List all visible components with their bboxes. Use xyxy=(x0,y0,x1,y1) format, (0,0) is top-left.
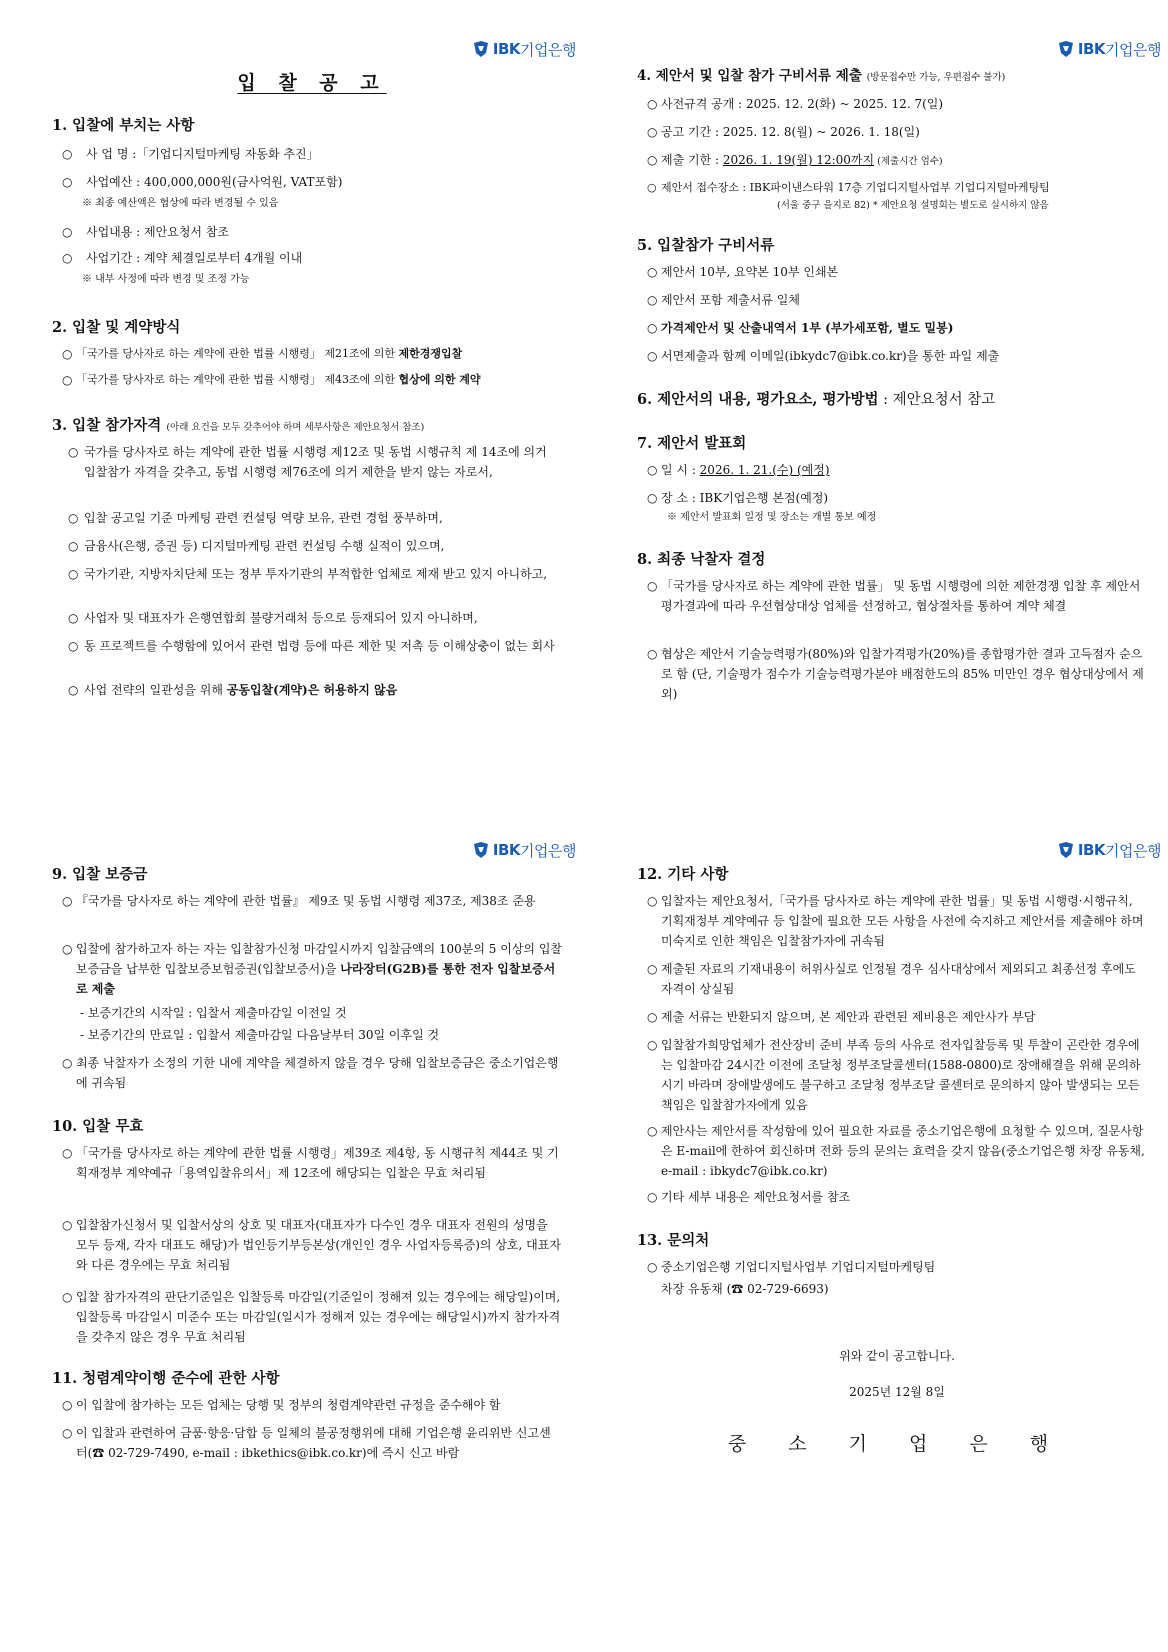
logo-name: 기업은행 xyxy=(520,841,576,860)
s2-item-1: ○ 「국가를 당사자로 하는 계약에 관한 법률 시행령」 제21조에 의한 제한경쟁입찰 xyxy=(62,347,463,361)
document-title: 입 찰 공 고 xyxy=(237,72,387,94)
logo-name: 기업은행 xyxy=(1105,841,1161,860)
s4-item-2: ○ 공고 기간 : 2025. 12. 8(월) ~ 2026. 1. 18(일) xyxy=(647,125,920,139)
logo-name: 기업은행 xyxy=(520,40,576,59)
s12-item-3: ○ 제출 서류는 반환되지 않으며, 본 제안과 관련된 제비용은 제안사가 부담 xyxy=(647,1010,1036,1024)
s1-note-2: ※ 내부 사정에 따라 변경 및 조정 가능 xyxy=(82,274,250,285)
s3-item-1: ○ 국가를 당사자로 하는 계약에 관한 법률 시행령 제12조 및 동법 시행규칙 제 14조에 의거 입찰참가 자격을 갖추고, 동법 시행령 제76조에 의거 제한을 받지 않는 자로서, xyxy=(68,445,547,479)
ibk-logo-icon xyxy=(1057,41,1075,57)
closing-date: 2025년 12월 8일 xyxy=(849,1385,945,1399)
s10-item-1: ○ 「국가를 당사자로 하는 계약에 관한 법률 시행령」제39조 제4항, 동 시행규칙 제44조 및 기획재정부 계약예규「용역입찰유의서」제 12조에 해당되는 입찰은 무효 처리됨 xyxy=(62,1146,559,1180)
ibk-logo-icon xyxy=(472,842,490,858)
s7-item-1: ○ 일 시 : 2026. 1. 21.(수) (예정) xyxy=(647,463,830,477)
logo-name: 기업은행 xyxy=(1105,40,1161,59)
s2-item-2: ○ 「국가를 당사자로 하는 계약에 관한 법률 시행령」 제43조에 의한 협상에 의한 계약 xyxy=(62,373,481,387)
s3-item-7: ○ 사업 전략의 일관성을 위해 공동입찰(계약)은 허용하지 않음 xyxy=(68,683,398,697)
s13-item-1: ○ 중소기업은행 기업디지털사업부 기업디지털마케팅팀 xyxy=(647,1260,936,1274)
s12-item-1: ○ 입찰자는 제안요청서,「국가를 당사자로 하는 계약에 관한 법률」및 동법 시행령·시행규칙, 기획재정부 계약예규 등 입찰에 필요한 모든 사항을 사전에 숙지하고 제안서를 제출해야 하며 미숙지로 인한 책임은 입찰참가자에 귀속됨 xyxy=(647,894,1144,948)
s9-sub-1: - 보증기간의 시작일 : 입찰서 제출마감일 이전일 것 xyxy=(80,1006,347,1020)
ibk-logo xyxy=(1057,839,1161,861)
section-6-heading: 6. 제안서의 내용, 평가요소, 평가방법 : 제안요청서 참고 xyxy=(637,391,996,408)
ibk-logo xyxy=(472,38,576,60)
s3-item-2: ○ 입찰 공고일 기준 마케팅 관련 컨설팅 역량 보유, 관련 경험 풍부하며, xyxy=(68,511,443,525)
section-2-heading: 2. 입찰 및 계약방식 xyxy=(52,319,181,336)
section-8-heading: 8. 최종 낙찰자 결정 xyxy=(637,551,766,568)
ibk-logo-icon xyxy=(472,41,490,57)
s7-note: ※ 제안서 발표회 일정 및 장소는 개별 통보 예정 xyxy=(667,512,877,523)
logo-brand: IBK xyxy=(492,841,521,859)
section-10-heading: 10. 입찰 무효 xyxy=(52,1118,144,1135)
section-7-heading: 7. 제안서 발표회 xyxy=(637,435,747,452)
s8-item-2: ○ 협상은 제안서 기술능력평가(80%)와 입찰가격평가(20%)를 종합평가한 결과 고득점자 순으로 함 (단, 기술평가 점수가 기술능력평가분야 배점한도의 85% 미만인 경우 협상대상에서 제외) xyxy=(647,647,1144,701)
s1-item-1: ○ 사 업 명 :「기업디지털마케팅 자동화 추진」 xyxy=(62,147,319,161)
section-13-heading: 13. 문의처 xyxy=(637,1232,710,1249)
s3-item-5: ○ 사업자 및 대표자가 은행연합회 불량거래처 등으로 등재되어 있지 아니하며, xyxy=(68,611,478,625)
section-3-heading: 3. 입찰 참가자격 (아래 요건을 모두 갖추어야 하며 세부사항은 제안요청서 참조) xyxy=(52,417,425,434)
section-4-heading: 4. 제안서 및 입찰 참가 구비서류 제출 (방문접수만 가능, 우편접수 불가) xyxy=(637,68,1006,84)
s3-item-3: ○ 금융사(은행, 증권 등) 디지털마케팅 관련 컨설팅 수행 실적이 있으며, xyxy=(68,539,445,553)
s3-item-6: ○ 동 프로젝트를 수행함에 있어서 관련 법령 등에 따른 제한 및 저촉 등 이해상충이 없는 회사 xyxy=(68,639,555,653)
section-11-heading: 11. 청렴계약이행 준수에 관한 사항 xyxy=(52,1370,280,1387)
s9-sub-2: - 보증기간의 만료일 : 입찰서 제출마감일 다음날부터 30일 이후일 것 xyxy=(80,1028,440,1042)
logo-brand: IBK xyxy=(492,40,521,58)
s1-item-3: ○ 사업내용 : 제안요청서 참조 xyxy=(62,225,229,239)
section-9-heading: 9. 입찰 보증금 xyxy=(52,866,148,883)
s9-item-3: ○ 최종 낙찰자가 소정의 기한 내에 계약을 체결하지 않을 경우 당해 입찰보증금은 중소기업은행에 귀속됨 xyxy=(62,1056,559,1090)
s13-contact: 차장 유동채 (☎ 02-729-6693) xyxy=(661,1282,829,1296)
s9-item-2: ○ 입찰에 참가하고자 하는 자는 입찰참가신청 마감일시까지 입찰금액의 100분의 5 이상의 입찰보증금을 납부한 입찰보증보험증권(입찰보증서)을 나라장터(G2B)를 통한 전자 입찰보증서로 제출 xyxy=(62,942,562,996)
section-12-heading: 12. 기타 사항 xyxy=(637,866,729,883)
s11-item-2: ○ 이 입찰과 관련하여 금품·향응·담합 등 일체의 불공정행위에 대해 기업은행 윤리위반 신고센터(☎ 02-729-7490, e-mail : ibkethics@ibk.co.kr)에 즉시 신고 바람 xyxy=(62,1426,551,1460)
ibk-logo-icon xyxy=(1057,842,1075,858)
s12-item-6: ○ 기타 세부 내용은 제안요청서를 참조 xyxy=(647,1190,851,1204)
s7-item-2: ○ 장 소 : IBK기업은행 본점(예정) xyxy=(647,491,829,505)
s3-item-4: ○ 국가기관, 지방자치단체 또는 정부 투자기관의 부적합한 업체로 제재 받고 있지 아니하고, xyxy=(68,567,548,581)
s4-item-3: ○ 제출 기한 : 2026. 1. 19(월) 12:00까지 (제출시간 엄수) xyxy=(647,153,943,167)
s4-item-4-sub: (서울 중구 을지로 82) * 제안요청 설명회는 별도로 실시하지 않음 xyxy=(777,200,1049,211)
closing-statement: 위와 같이 공고합니다. xyxy=(839,1349,955,1363)
s4-item-1: ○ 사전규격 공개 : 2025. 12. 2(화) ~ 2025. 12. 7(일) xyxy=(647,97,944,111)
s12-item-2: ○ 제출된 자료의 기재내용이 허위사실로 인정될 경우 심사대상에서 제외되고 최종선정 후에도 자격이 상실됨 xyxy=(647,962,1136,996)
s5-item-3: ○ 가격제안서 및 산출내역서 1부 (부가세포함, 별도 밀봉) xyxy=(647,321,954,335)
ibk-logo xyxy=(1057,38,1161,60)
s1-item-2: ○ 사업예산 : 400,000,000원(금사억원, VAT포함) xyxy=(62,175,343,189)
logo-brand: IBK xyxy=(1077,841,1106,859)
s1-note-1: ※ 최종 예산액은 협상에 따라 변경될 수 있음 xyxy=(82,198,279,209)
s4-item-4: ○ 제안서 접수장소 : IBK파이낸스타워 17층 기업디지털사업부 기업디지털마케팅팀 xyxy=(647,181,1050,194)
s8-item-1: ○ 「국가를 당사자로 하는 계약에 관한 법률」 및 동법 시행령에 의한 제한경쟁 입찰 후 제안서 평가결과에 따라 우선협상대상 업체를 선정하고, 협상절차를 통하여 계약 체결 xyxy=(647,579,1141,613)
s1-item-4: ○ 사업기간 : 계약 체결일로부터 4개월 이내 xyxy=(62,251,303,265)
s12-item-5: ○ 제안사는 제안서를 작성함에 있어 필요한 자료를 중소기업은행에 요청할 수 있으며, 질문사항은 E-mail에 한하여 회신하며 전화 등의 문의는 효력을 갖지 않음(중소기업은행 차장 유동채, e-mail : ibkydc7@ibk.co.kr) xyxy=(647,1124,1145,1178)
s10-item-3: ○ 입찰 참가자격의 판단기준일은 입찰등록 마감일(기준일이 정해져 있는 경우에는 해당일)이며, 입찰등록 마감일시 미준수 또는 마감일(일시가 정해져 있는 경우에는 해당일시)까지 참가자격을 갖추지 않은 경우 무효 처리됨 xyxy=(62,1290,561,1344)
s12-item-4: ○ 입찰참가희망업체가 전산장비 준비 부족 등의 사유로 전자입찰등록 및 투찰이 곤란한 경우에는 입찰마감 24시간 이전에 조달청 정부조달콜센터(1588-0800)로 장애해결을 위해 문의하시기 바라며 장애발생에도 불구하고 조달청 정부조달 콜센터로 문의하지 않아 발생되는 모든 책임은 입찰참가자에게 있음 xyxy=(647,1038,1141,1112)
s10-item-2: ○ 입찰참가신청서 및 입찰서상의 상호 및 대표자(대표자가 다수인 경우 대표자 전원의 성명을 모두 등재, 각자 대표도 해당)가 법인등기부등본상(개인인 경우 사업자등록증)의 상호, 대표자와 다른 경우에는 무효 처리됨 xyxy=(62,1218,561,1272)
page-1 xyxy=(52,30,576,697)
issuer-name: 중 소 기 업 은 행 xyxy=(727,1433,1067,1455)
section-5-heading: 5. 입찰참가 구비서류 xyxy=(637,237,775,254)
s5-item-4: ○ 서면제출과 함께 이메일(ibkydc7@ibk.co.kr)을 통한 파일 제출 xyxy=(647,349,1000,363)
s9-item-1: ○ 『국가를 당사자로 하는 계약에 관한 법률』 제9조 및 동법 시행령 제37조, 제38조 준용 xyxy=(62,894,536,908)
logo-brand: IBK xyxy=(1077,40,1106,58)
s5-item-1: ○ 제안서 10부, 요약본 10부 인쇄본 xyxy=(647,265,839,279)
s5-item-2: ○ 제안서 포함 제출서류 일체 xyxy=(647,293,800,307)
s11-item-1: ○ 이 입찰에 참가하는 모든 업체는 당행 및 정부의 청렴계약관련 규정을 준수해야 함 xyxy=(62,1398,501,1412)
section-1-heading: 1. 입찰에 부치는 사항 xyxy=(52,117,195,134)
ibk-logo xyxy=(472,839,576,861)
